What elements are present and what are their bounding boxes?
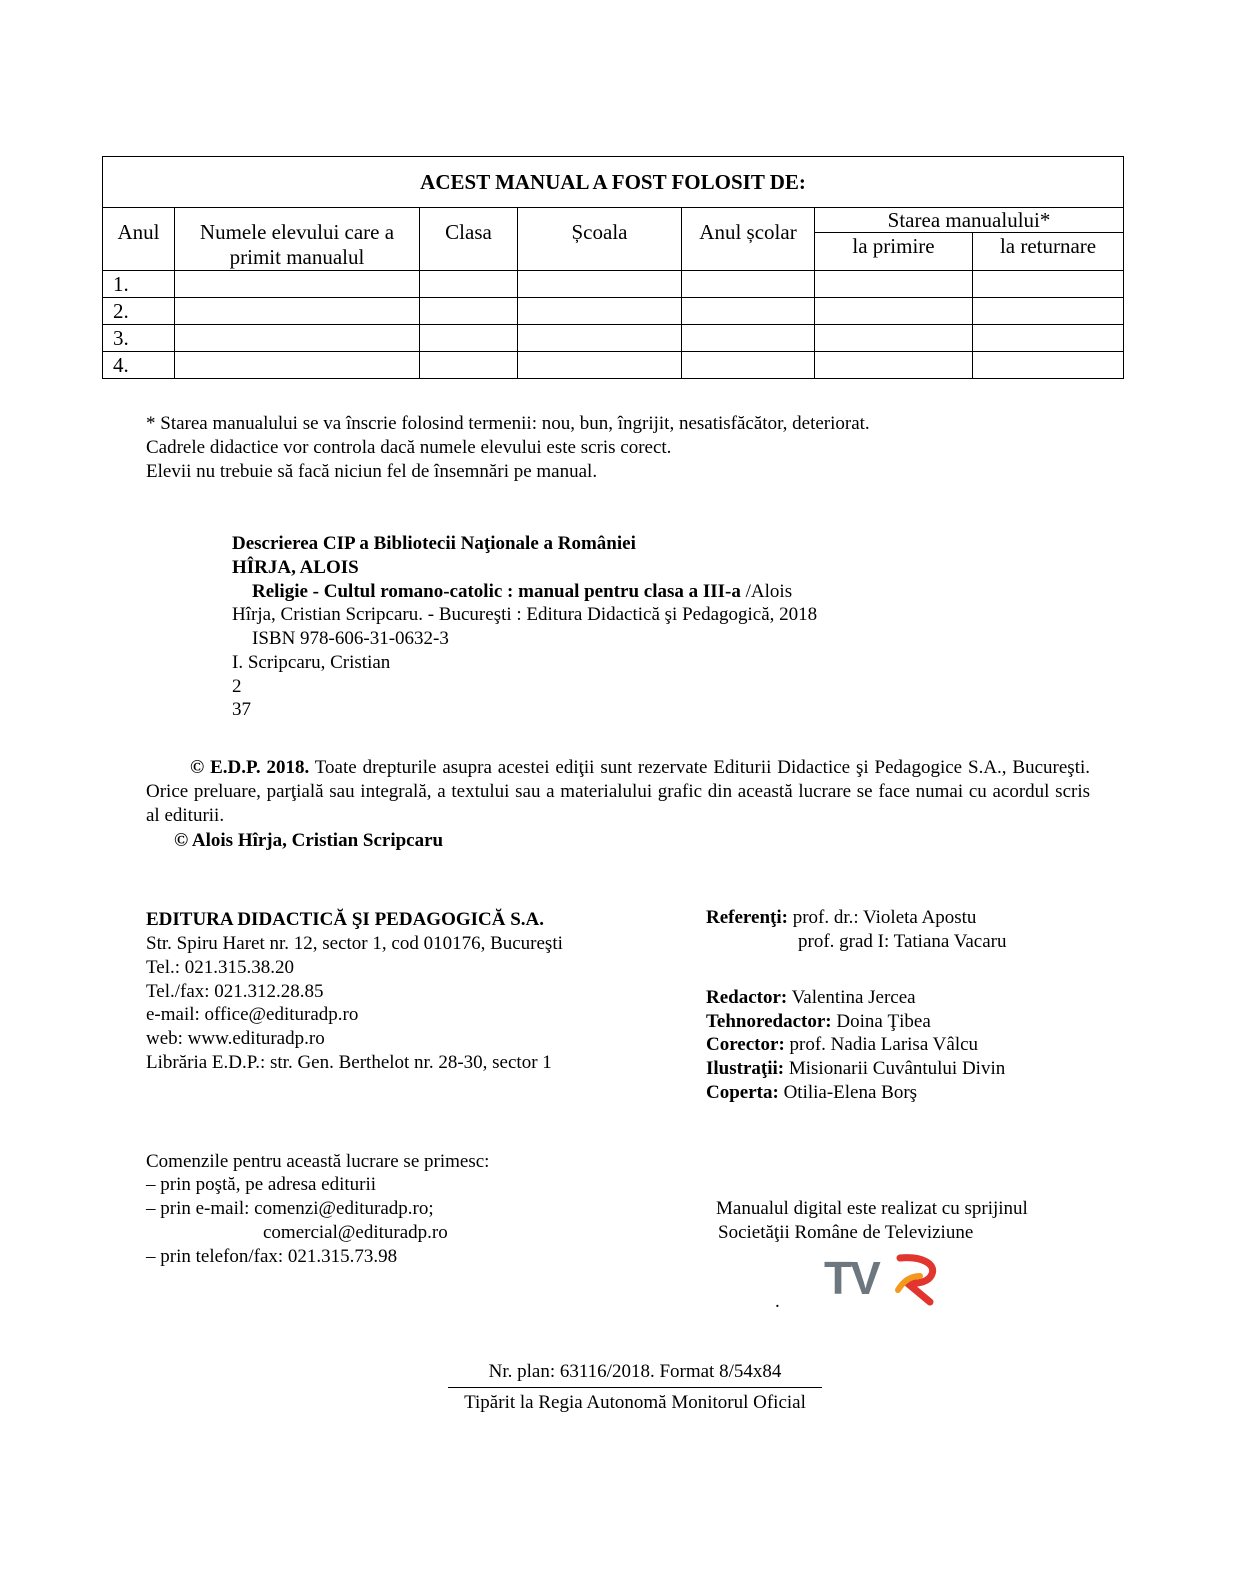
row-number: 1. — [103, 271, 175, 298]
table-cell[interactable] — [973, 352, 1124, 379]
tvr-logo — [822, 1250, 942, 1306]
header-clasa: Clasa — [420, 208, 518, 271]
table-row — [103, 325, 1124, 352]
table-cell[interactable] — [175, 271, 420, 298]
cip-coauthor: I. Scripcaru, Cristian — [232, 652, 391, 673]
copyright-authors: © Alois Hîrja, Cristian Scripcaru — [174, 830, 444, 851]
header-scoala: Școala — [518, 208, 682, 271]
publisher-address: Str. Spiru Haret nr. 12, sector 1, cod 010176, Bucureşti — [146, 933, 563, 954]
credit-value: Valentina Jercea — [787, 987, 916, 1008]
publisher-email: e-mail: office@edituradp.ro — [146, 1004, 359, 1025]
table-cell[interactable] — [973, 271, 1124, 298]
table-cell[interactable] — [518, 352, 682, 379]
table-cell[interactable] — [175, 325, 420, 352]
table-cell[interactable] — [815, 271, 973, 298]
cip-isbn: ISBN 978-606-31-0632-3 — [252, 628, 449, 649]
copyright-text: Toate drepturile asupra acestei ediţii sunt rezervate Editurii Didactice şi Pedagogice S.A., Bucureşti. Orice preluare, parţială sau integrală, a textului sau a materialului grafic din această lucrare se face numai cu acordul scris al editurii. — [146, 757, 1090, 826]
note-line: Elevii nu trebuie să facă niciun fel de însemnări pe manual. — [146, 461, 598, 482]
table-row — [103, 298, 1124, 325]
credit-label: Coperta: — [706, 1082, 779, 1103]
table-cell[interactable] — [420, 271, 518, 298]
usage-table — [102, 156, 1124, 379]
row-number: 3. — [103, 325, 175, 352]
credit-label: Ilustraţii: — [706, 1058, 785, 1079]
credit-value: Misionarii Cuvântului Divin — [784, 1058, 1006, 1079]
header-la-returnare: la returnare — [973, 233, 1124, 271]
table-cell[interactable] — [682, 298, 815, 325]
cip-number: 37 — [232, 699, 251, 720]
table-cell[interactable] — [175, 298, 420, 325]
print-tipar: Tipărit la Regia Autonomă Monitorul Oficial — [464, 1392, 806, 1413]
orders-line: – prin telefon/fax: 021.315.73.98 — [146, 1246, 398, 1267]
table-cell[interactable] — [518, 271, 682, 298]
publisher-name: EDITURA DIDACTICĂ ŞI PEDAGOGICĂ S.A. — [146, 909, 545, 930]
tvr-line: Manualul digital este realizat cu sprijinul — [716, 1198, 1028, 1219]
credit-value: prof. dr.: Violeta Apostu — [787, 907, 977, 928]
table-cell[interactable] — [420, 325, 518, 352]
credit-label: Tehnoredactor: — [706, 1011, 832, 1032]
table-cell[interactable] — [175, 352, 420, 379]
credit-value: Otilia-Elena Borş — [778, 1082, 918, 1103]
header-numele: Numele elevului care a primit manualul — [175, 208, 420, 271]
publisher-web: web: www.edituradp.ro — [146, 1028, 325, 1049]
publisher-telfax: Tel./fax: 021.312.28.85 — [146, 981, 324, 1002]
credit-value: prof. Nadia Larisa Vâlcu — [784, 1034, 979, 1055]
header-la-primire: la primire — [815, 233, 973, 271]
header-anul: Anul — [103, 208, 175, 271]
publisher-libraria: Librăria E.D.P.: str. Gen. Berthelot nr. 28-30, sector 1 — [146, 1052, 552, 1073]
table-title: ACEST MANUAL A FOST FOLOSIT DE: — [103, 157, 1124, 208]
cip-title: Religie - Cultul romano-catolic : manual pentru clasa a III-a — [252, 581, 741, 602]
tvr-logo-text: TV — [824, 1252, 879, 1304]
print-plan: Nr. plan: 63116/2018. Format 8/54x84 — [448, 1360, 822, 1388]
cip-heading: Descrierea CIP a Bibliotecii Naţionale a României — [232, 533, 636, 554]
header-anul-scolar: Anul școlar — [682, 208, 815, 271]
orders-intro: Comenzile pentru această lucrare se primesc: — [146, 1151, 490, 1172]
credit-value: Doina Ţibea — [831, 1011, 931, 1032]
orders-line: – prin e-mail: comenzi@edituradp.ro; — [146, 1198, 434, 1219]
table-cell[interactable] — [815, 298, 973, 325]
tvr-line: Societăţii Române de Televiziune — [718, 1222, 974, 1243]
cip-author: HÎRJA, ALOIS — [232, 557, 359, 578]
header-starea: Starea manualului* — [815, 208, 1124, 233]
cip-title-rest: /Alois — [740, 581, 793, 602]
credit-value: prof. grad I: Tatiana Vacaru — [798, 931, 1007, 952]
table-cell[interactable] — [815, 352, 973, 379]
table-cell[interactable] — [682, 325, 815, 352]
table-row — [103, 271, 1124, 298]
print-info — [448, 1360, 822, 1415]
orders-line: – prin poştă, pe adresa editurii — [146, 1174, 377, 1195]
table-cell[interactable] — [815, 325, 973, 352]
table-cell[interactable] — [682, 352, 815, 379]
credit-label: Redactor: — [706, 987, 788, 1008]
copyright-bold: © E.D.P. 2018. — [190, 757, 310, 778]
table-cell[interactable] — [420, 352, 518, 379]
copyright-paragraph — [146, 756, 1090, 828]
table-cell[interactable] — [973, 298, 1124, 325]
table-cell[interactable] — [682, 271, 815, 298]
note-line: Cadrele didactice vor controla dacă numele elevului este scris corect. — [146, 437, 672, 458]
table-cell[interactable] — [973, 325, 1124, 352]
table-cell[interactable] — [518, 298, 682, 325]
cip-number: 2 — [232, 676, 242, 697]
note-line: * Starea manualului se va înscrie folosind termenii: nou, bun, îngrijit, nesatisfăcător, deteriorat. — [146, 413, 870, 434]
table-cell[interactable] — [518, 325, 682, 352]
table-row — [103, 352, 1124, 379]
table-cell[interactable] — [420, 298, 518, 325]
orders-line: comercial@edituradp.ro — [263, 1222, 448, 1243]
cip-line: Hîrja, Cristian Scripcaru. - Bucureşti : Editura Didactică şi Pedagogică, 2018 — [232, 604, 818, 625]
credit-label: Corector: — [706, 1034, 785, 1055]
tvr-dot: . — [775, 1291, 780, 1312]
row-number: 4. — [103, 352, 175, 379]
credit-label: Referenţi: — [706, 907, 788, 928]
row-number: 2. — [103, 298, 175, 325]
publisher-tel: Tel.: 021.315.38.20 — [146, 957, 295, 978]
